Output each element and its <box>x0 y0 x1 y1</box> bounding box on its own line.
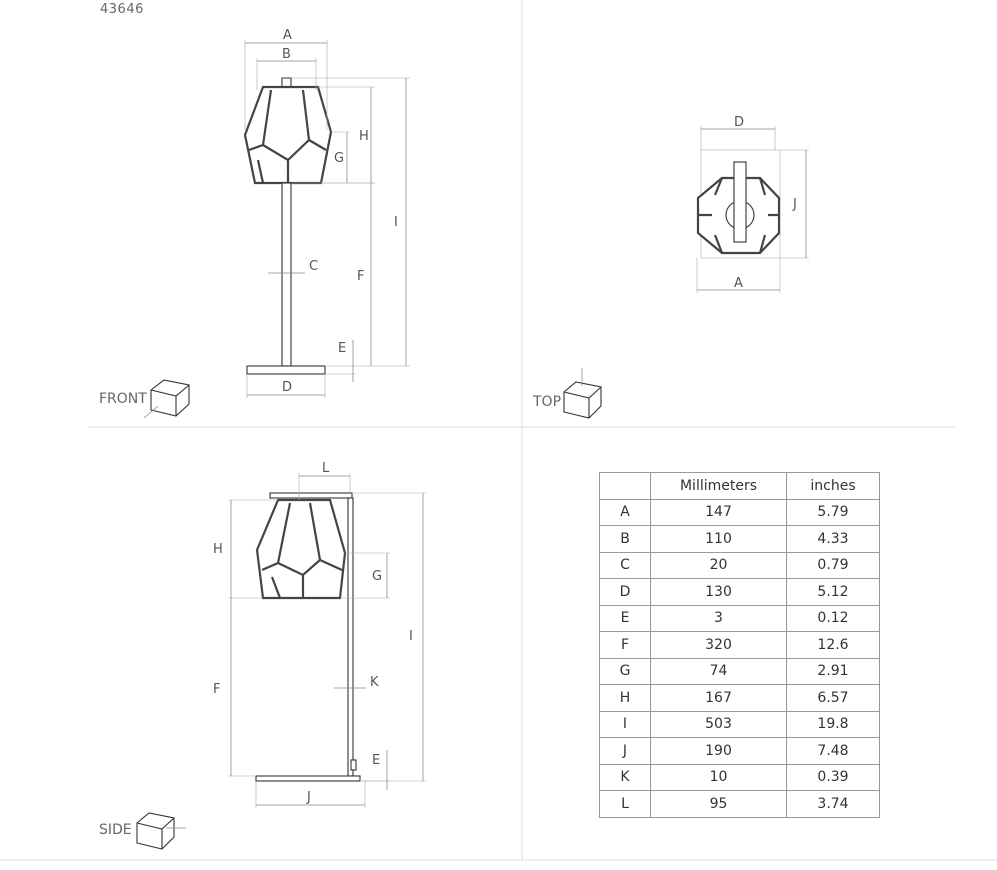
dimensions-table <box>599 472 880 818</box>
top-dim-a-label: A <box>734 276 743 291</box>
row-inches-cell: 5.79 <box>787 499 880 526</box>
table-header-millimeters: Millimeters <box>651 473 787 500</box>
side-base <box>256 776 360 781</box>
row-millimeters-cell: 320 <box>651 632 787 659</box>
top-dim-d-label: D <box>734 115 745 130</box>
table-header-inches: inches <box>787 473 880 500</box>
side-dim-h-label: H <box>213 542 223 557</box>
front-base <box>247 366 325 374</box>
row-inches-cell: 12.6 <box>787 632 880 659</box>
side-dim-l-label: L <box>322 461 330 476</box>
row-letter-cell: K <box>600 764 651 791</box>
top-view-cube-icon <box>564 368 601 418</box>
side-view <box>137 461 426 849</box>
front-view <box>144 28 410 418</box>
side-view-cube-icon <box>137 813 186 849</box>
front-view-label: FRONT <box>99 391 147 407</box>
table-row <box>600 526 880 553</box>
table-row <box>600 658 880 685</box>
row-millimeters-cell: 167 <box>651 685 787 712</box>
side-lampshade <box>257 500 345 598</box>
top-view-label: TOP <box>533 394 562 410</box>
row-millimeters-cell: 3 <box>651 605 787 632</box>
front-view-cube-icon <box>144 380 189 418</box>
row-letter-cell: G <box>600 658 651 685</box>
row-letter-cell: C <box>600 552 651 579</box>
row-millimeters-cell: 20 <box>651 552 787 579</box>
row-letter-cell: H <box>600 685 651 712</box>
front-dim-a-label: A <box>283 28 292 43</box>
front-dim-c-label: C <box>309 259 319 274</box>
row-millimeters-cell: 130 <box>651 579 787 606</box>
front-dim-i-label: I <box>394 215 398 230</box>
row-inches-cell: 3.74 <box>787 791 880 818</box>
front-dim-h-label: H <box>359 129 369 144</box>
row-millimeters-cell: 74 <box>651 658 787 685</box>
table-header-row <box>600 473 880 500</box>
row-letter-cell: A <box>600 499 651 526</box>
row-letter-cell: F <box>600 632 651 659</box>
row-millimeters-cell: 503 <box>651 711 787 738</box>
table-row <box>600 711 880 738</box>
row-inches-cell: 0.39 <box>787 764 880 791</box>
row-millimeters-cell: 110 <box>651 526 787 553</box>
row-letter-cell: D <box>600 579 651 606</box>
front-dim-g-label: G <box>334 151 345 166</box>
front-stem <box>282 183 291 366</box>
side-post <box>348 498 353 776</box>
table-row <box>600 499 880 526</box>
table-row <box>600 579 880 606</box>
top-dim-j-label: J <box>793 197 797 212</box>
table-row <box>600 632 880 659</box>
side-dim-g-label: G <box>372 569 383 584</box>
row-inches-cell: 5.12 <box>787 579 880 606</box>
table-row <box>600 764 880 791</box>
side-switch <box>351 760 356 770</box>
front-dim-b-label: B <box>282 47 291 62</box>
row-millimeters-cell: 190 <box>651 738 787 765</box>
top-view <box>564 115 809 418</box>
table-row <box>600 552 880 579</box>
table-row <box>600 685 880 712</box>
front-dim-e-label: E <box>338 341 347 356</box>
row-inches-cell: 2.91 <box>787 658 880 685</box>
row-inches-cell: 19.8 <box>787 711 880 738</box>
row-letter-cell: E <box>600 605 651 632</box>
table-body <box>600 499 880 817</box>
table-row <box>600 605 880 632</box>
side-top-arm <box>270 493 352 498</box>
top-arm <box>734 162 746 242</box>
row-letter-cell: J <box>600 738 651 765</box>
side-dim-e-label: E <box>372 753 381 768</box>
row-inches-cell: 4.33 <box>787 526 880 553</box>
front-dim-f-label: F <box>357 269 365 284</box>
row-inches-cell: 0.12 <box>787 605 880 632</box>
side-dim-i-label: I <box>409 629 413 644</box>
row-millimeters-cell: 147 <box>651 499 787 526</box>
side-view-label: SIDE <box>99 822 132 838</box>
side-dim-k-label: K <box>370 675 379 690</box>
row-millimeters-cell: 10 <box>651 764 787 791</box>
row-inches-cell: 6.57 <box>787 685 880 712</box>
side-dim-j-label: J <box>307 790 311 805</box>
row-letter-cell: I <box>600 711 651 738</box>
front-dim-d-label: D <box>282 380 293 395</box>
row-inches-cell: 0.79 <box>787 552 880 579</box>
table-row <box>600 738 880 765</box>
row-letter-cell: B <box>600 526 651 553</box>
product-code: 43646 <box>100 2 144 17</box>
front-socket <box>282 78 291 87</box>
table-row <box>600 791 880 818</box>
row-letter-cell: L <box>600 791 651 818</box>
row-inches-cell: 7.48 <box>787 738 880 765</box>
side-dim-f-label: F <box>213 682 221 697</box>
row-millimeters-cell: 95 <box>651 791 787 818</box>
table-header-letter <box>600 473 651 500</box>
